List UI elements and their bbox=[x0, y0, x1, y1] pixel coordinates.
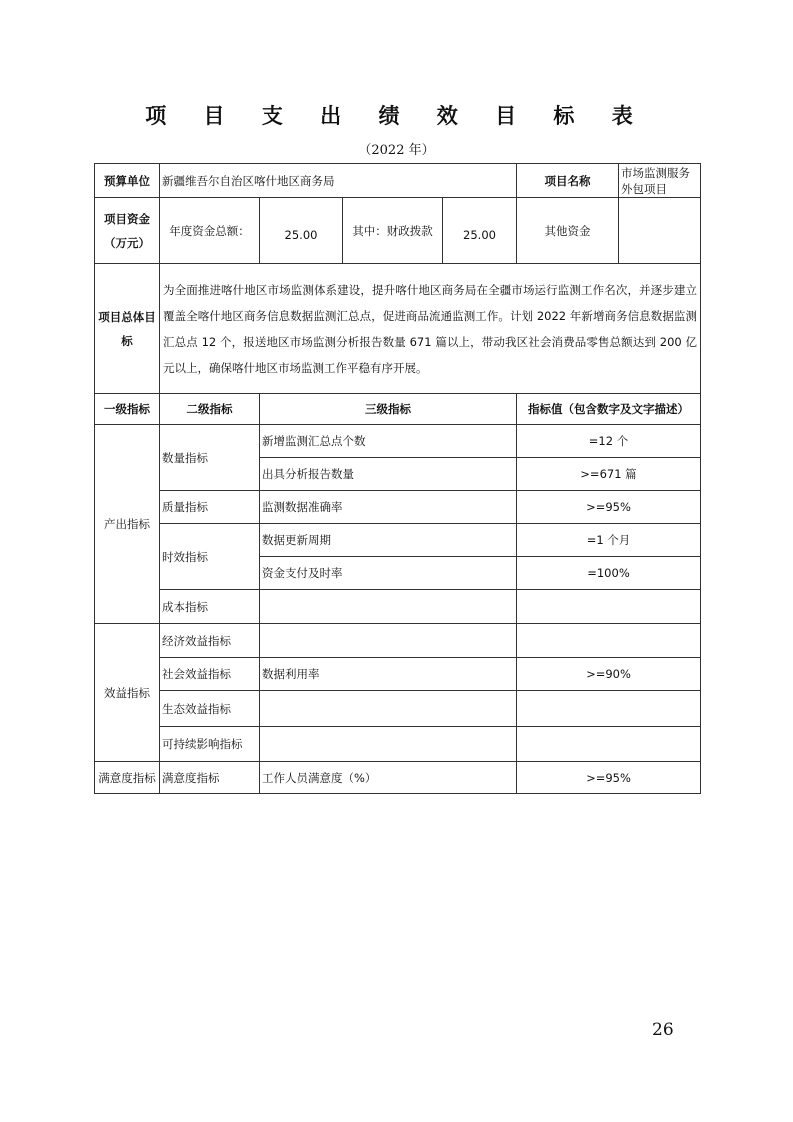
output-indicator-label: 产出指标 bbox=[95, 425, 160, 624]
indicator-value: =100% bbox=[517, 557, 701, 590]
economic-indicator-label: 经济效益指标 bbox=[160, 624, 260, 658]
funds-row bbox=[95, 198, 701, 264]
performance-goal-table bbox=[94, 163, 701, 794]
budget-unit-value: 新疆维吾尔自治区喀什地区商务局 bbox=[160, 164, 517, 198]
indicator-name: 数据利用率 bbox=[260, 658, 517, 691]
column-header-row bbox=[95, 394, 701, 425]
goal-text: 为全面推进喀什地区市场监测体系建设，提升喀什地区商务局在全疆市场运行监测工作名次，并逐步建立覆盖全喀什地区商务信息数据监测汇总点，促进商品流通监测工作。计划 2022 年新增商务信息数据监测汇总点 12 个，报送地区市场监测分析报告数量 671 篇以上，带动我区社会消费品零售总额达到 200 亿元以上，确保喀什地区市场监测工作平稳有序开展。 bbox=[160, 264, 701, 394]
table-row bbox=[95, 590, 701, 624]
col-level1: 一级指标 bbox=[95, 394, 160, 425]
funds-label bbox=[95, 198, 160, 264]
page-title: 项 目 支 出 绩 效 目 标 表 bbox=[145, 103, 648, 128]
table-row bbox=[95, 425, 701, 458]
col-level2: 二级指标 bbox=[160, 394, 260, 425]
table-row bbox=[95, 691, 701, 727]
indicator-name bbox=[260, 727, 517, 762]
project-name-label: 项目名称 bbox=[517, 164, 619, 198]
indicator-value bbox=[517, 624, 701, 658]
indicator-name: 工作人员满意度（%） bbox=[260, 762, 517, 794]
indicator-value: >=90% bbox=[517, 658, 701, 691]
fiscal-value: 25.00 bbox=[443, 198, 517, 264]
ecological-indicator-label: 生态效益指标 bbox=[160, 691, 260, 727]
table-row bbox=[95, 658, 701, 691]
quantity-indicator-label: 数量指标 bbox=[160, 425, 260, 491]
indicator-name: 出具分析报告数量 bbox=[260, 458, 517, 491]
cost-indicator-label: 成本指标 bbox=[160, 590, 260, 624]
table-row bbox=[95, 491, 701, 524]
indicator-value: >=95% bbox=[517, 762, 701, 794]
timeliness-indicator-label: 时效指标 bbox=[160, 524, 260, 590]
page-number: 26 bbox=[652, 1020, 674, 1040]
indicator-name bbox=[260, 624, 517, 658]
satisfaction-indicator-label: 满意度指标 bbox=[95, 762, 160, 794]
fiscal-label: 其中：财政拨款 bbox=[343, 198, 443, 264]
annual-total-label: 年度资金总额： bbox=[160, 198, 260, 264]
indicator-value: =1 个月 bbox=[517, 524, 701, 557]
indicator-value: =12 个 bbox=[517, 425, 701, 458]
goal-row bbox=[95, 264, 701, 394]
header-row bbox=[95, 164, 701, 198]
indicator-value: >=95% bbox=[517, 491, 701, 524]
table-row bbox=[95, 524, 701, 557]
indicator-value bbox=[517, 727, 701, 762]
other-funds-value bbox=[619, 198, 701, 264]
budget-unit-label: 预算单位 bbox=[95, 164, 160, 198]
social-indicator-label: 社会效益指标 bbox=[160, 658, 260, 691]
indicator-name: 数据更新周期 bbox=[260, 524, 517, 557]
satisfaction-level2-label: 满意度指标 bbox=[160, 762, 260, 794]
year-subtitle: （2022 年） bbox=[358, 143, 435, 158]
indicator-name bbox=[260, 590, 517, 624]
quality-indicator-label: 质量指标 bbox=[160, 491, 260, 524]
indicator-name: 资金支付及时率 bbox=[260, 557, 517, 590]
indicator-name: 监测数据准确率 bbox=[260, 491, 517, 524]
project-name-value: 市场监测服务外包项目 bbox=[619, 164, 701, 198]
indicator-value bbox=[517, 590, 701, 624]
table-row bbox=[95, 762, 701, 794]
col-value: 指标值（包含数字及文字描述） bbox=[517, 394, 701, 425]
sustainable-indicator-label: 可持续影响指标 bbox=[160, 727, 260, 762]
other-funds-label: 其他资金 bbox=[517, 198, 619, 264]
funds-label-line1: 项目资金 bbox=[104, 211, 150, 226]
col-level3: 三级指标 bbox=[260, 394, 517, 425]
goal-label bbox=[95, 264, 160, 394]
benefit-indicator-label: 效益指标 bbox=[95, 624, 160, 762]
indicator-name: 新增监测汇总点个数 bbox=[260, 425, 517, 458]
table-row bbox=[95, 727, 701, 762]
indicator-value bbox=[517, 691, 701, 727]
indicator-value: >=671 篇 bbox=[517, 458, 701, 491]
goal-label-line2: 标 bbox=[121, 333, 133, 348]
goal-label-line1: 项目总体目 bbox=[98, 309, 156, 324]
table-row bbox=[95, 624, 701, 658]
indicator-name bbox=[260, 691, 517, 727]
annual-total-value: 25.00 bbox=[260, 198, 343, 264]
funds-label-line2: （万元） bbox=[104, 235, 150, 250]
